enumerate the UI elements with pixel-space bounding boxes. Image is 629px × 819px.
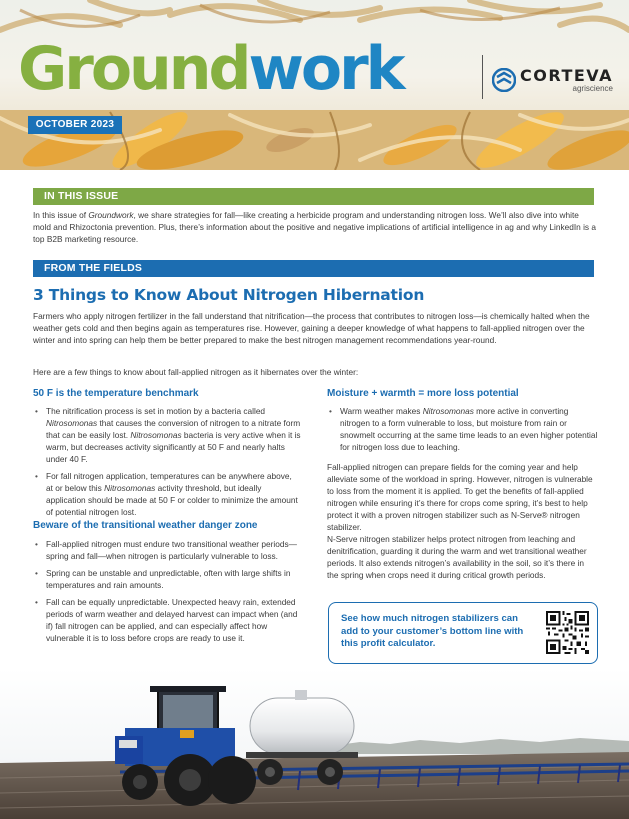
masthead-divider [482, 55, 483, 99]
brand-subtitle: agriscience [572, 83, 613, 93]
article-intro: Farmers who apply nitrogen fertilizer in the fall understand that nitrification—the process that contributes to nitrogen loss—is chemically halted when the weather gets cold and then begins again as temperatures rise. However, gaining a deeper knowledge of what happens to fall-applied nitrogen over the winter and into spring can help them be better prepared to make the best nitrogen management recommendations year-round. [33, 311, 590, 346]
masthead-banner [0, 0, 629, 170]
tractor-illustration [0, 668, 629, 819]
article-lead-in: Here are a few things to know about fall-applied nitrogen as it hibernates over the winter: [33, 367, 359, 377]
corteva-emblem-icon [492, 68, 516, 92]
fall-applied-paragraph: Fall-applied nitrogen can prepare fields for the coming year and help alleviate some of the workload in spring. However, nitrogen is vulnerable to loss from the moment it is applied. To get the benefits of fall-applied nitrogen while ensuring it’s there for crops come spring, it’s best to help protect it with a proven nitrogen stabilizer such as N-Serve® nitrogen stabilizer. [327, 462, 593, 532]
moisture-bullets [327, 405, 599, 458]
section-heading-temperature: 50 F is the temperature benchmark [33, 388, 199, 399]
list-item: • The nitrification process is set in motion by a bacteria called Nitrosomonas that causes the conversion of nitrogen to a nitrate form that can be easily lost. Nitrosomonas bacteria is very active when it is warm, but decreases activity significantly at 50 F and nearly halts under 40 F. [33, 405, 301, 465]
profit-calculator-callout[interactable] [328, 602, 598, 664]
n-serve-paragraph: N-Serve nitrogen stabilizer helps protect nitrogen from leaching and denitrification, guarding it during the warm and wet transitional weather periods. It also extends nitrogen’s availability in the soil, so it’s there in the spring when crops need it during critical growth periods. [327, 534, 587, 580]
list-item: • Warm weather makes Nitrosomonas more active in converting nitrogen to a form vulnerable to loss, but moisture from rain or snowmelt occurring at the same time leads to an even higher potential for nitrogen loss due to leaching. [327, 405, 599, 453]
article-headline: 3 Things to Know About Nitrogen Hibernation [33, 286, 425, 304]
list-item: • For fall nitrogen application, temperatures can be anywhere above, at or below this Nitrosomonas activity threshold, but ideally application should be made at 50 F or colder to minimize the amount of potential nitrogen lost. [33, 470, 301, 518]
tractor-field-photo [0, 668, 629, 819]
qr-code-icon[interactable] [546, 611, 589, 654]
transitional-bullets [33, 538, 301, 649]
newsletter-title: Groundwork [18, 34, 403, 104]
callout-text: See how much nitrogen stabilizers can add to your customer’s bottom line with this profit calculator. [341, 613, 524, 649]
corteva-logo [492, 60, 613, 100]
from-the-fields-bar: FROM THE FIELDS [33, 260, 594, 277]
section-heading-transitional: Beware of the transitional weather danger zone [33, 520, 258, 531]
temperature-bullets [33, 405, 301, 523]
issue-date-badge: OCTOBER 2023 [28, 116, 122, 134]
in-this-issue-text: In this issue of Groundwork, we share strategies for fall—like creating a herbicide program and understanding nitrogen loss. We’ll also dive into white mold and Rhizoctonia prevention. Plus, there’s information about the positive and negative implications of artificial intelligence in ag and why LinkedIn is a top B2B marketing resource. [33, 210, 596, 245]
list-item: • Fall can be equally unpredictable. Unexpected heavy rain, extended periods of warm weather and delayed harvest can impact when (and if) fall nitrogen can be applied, and can especially affect how vulnerable it is to loss before crops are ready to use it. [33, 596, 301, 644]
list-item: • Spring can be unstable and unpredictable, often with large shifts in temperatures and rain amounts. [33, 567, 301, 591]
brand-name: CORTEVA [520, 65, 613, 85]
list-item: • Fall-applied nitrogen must endure two transitional weather periods—spring and fall—when nitrogen is particularly vulnerable to loss. [33, 538, 301, 562]
section-heading-moisture: Moisture + warmth = more loss potential [327, 388, 519, 399]
in-this-issue-bar: IN THIS ISSUE [33, 188, 594, 205]
